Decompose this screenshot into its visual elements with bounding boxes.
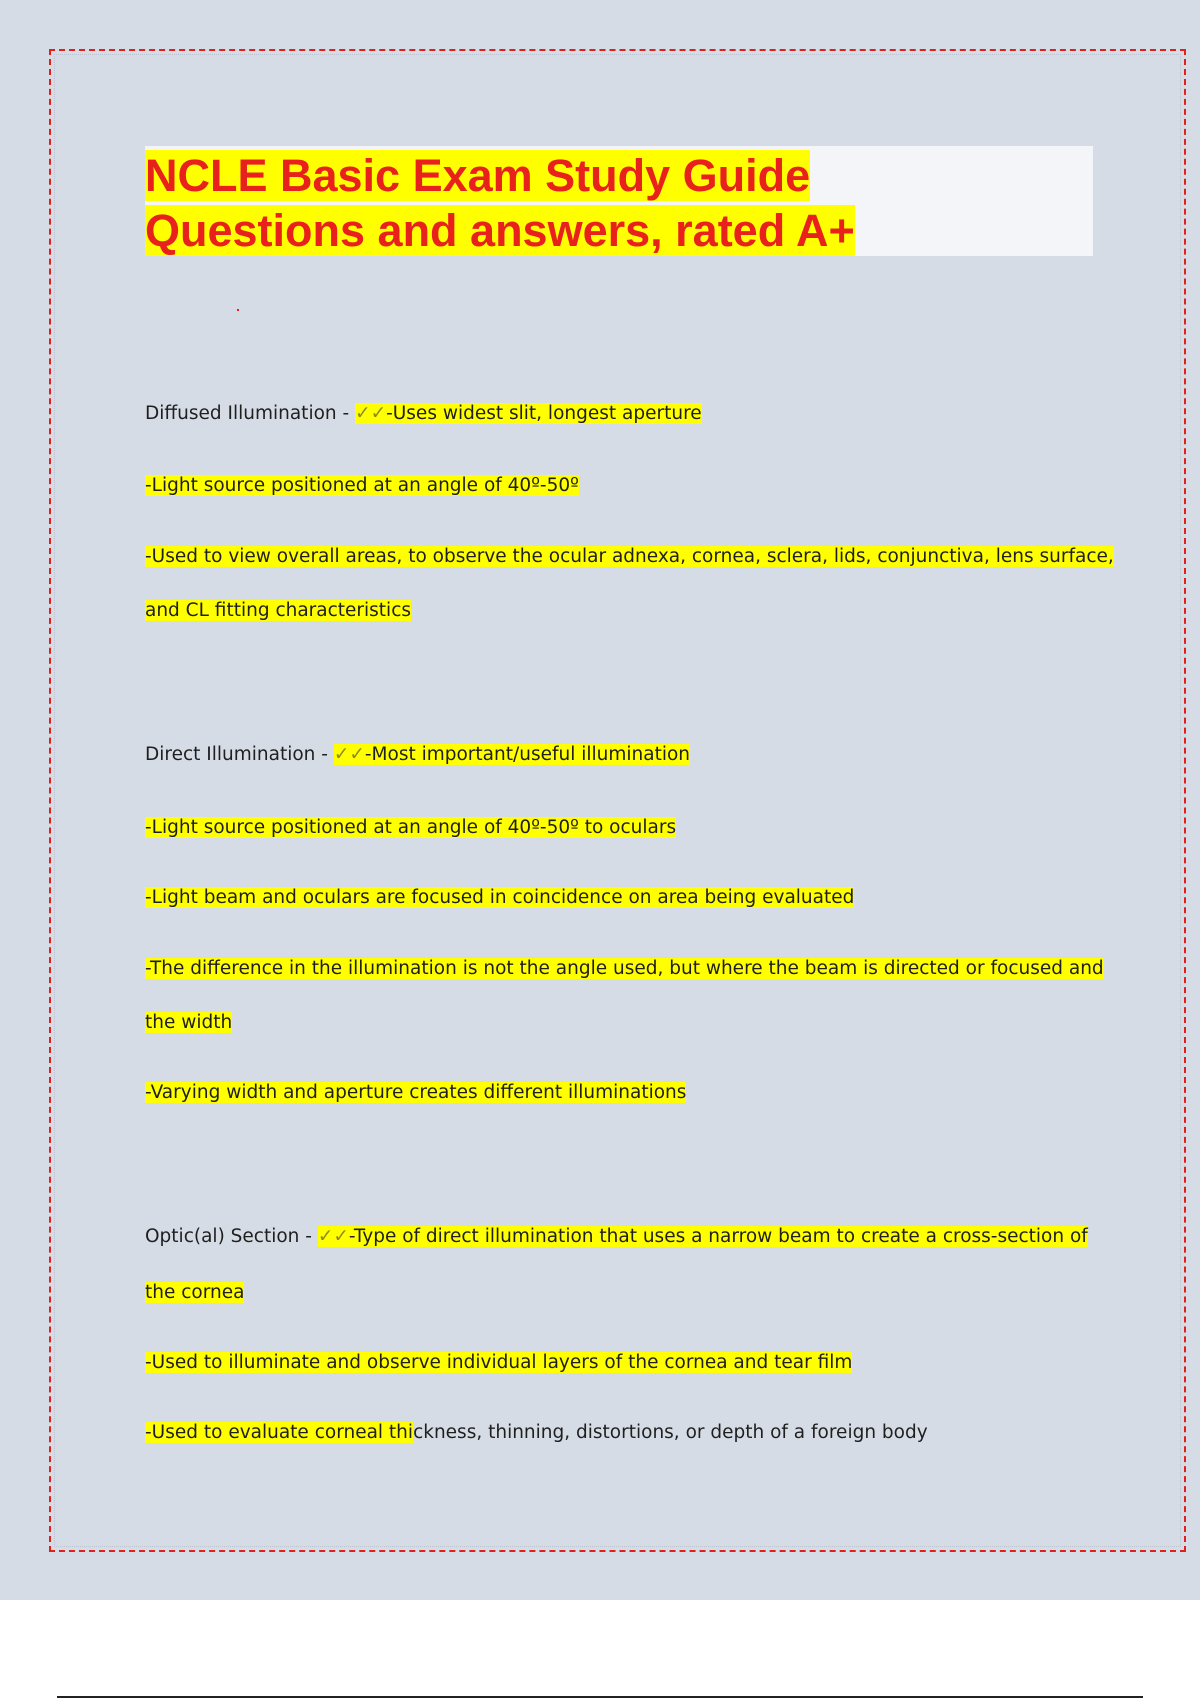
entry-line (145, 815, 676, 841)
entry-line (145, 885, 854, 911)
answer-line: -Light source positioned at an angle of 40º-50º (145, 475, 579, 496)
answer-line: the cornea (145, 1282, 245, 1303)
page-border-frame (49, 49, 1186, 1552)
term-label: Optic(al) Section - (145, 1226, 318, 1247)
entry-line (145, 1010, 232, 1036)
title-line-2: Questions and answers, rated A+ (145, 205, 855, 256)
bottom-divider (57, 1696, 1143, 1698)
entry-line (145, 473, 579, 499)
entry-line (145, 1280, 244, 1306)
double-check-icon: ✓✓ (355, 403, 387, 424)
stray-dot (237, 309, 239, 311)
entry-line (145, 956, 1104, 982)
answer-text: -Type of direct illumination that uses a narrow beam to create a cross-section of (348, 1226, 1088, 1247)
answer-text: -Uses widest slit, longest aperture (386, 403, 702, 424)
entry-line (145, 1080, 686, 1106)
entry-line (145, 1420, 928, 1446)
answer-line: -Light beam and oculars are focused in coincidence on area being evaluated (145, 887, 855, 908)
answer-line: -Varying width and aperture creates different illuminations (145, 1082, 687, 1103)
entry-line (145, 1350, 852, 1376)
answer-line-partial-highlight: -Used to evaluate corneal thi (145, 1422, 414, 1443)
double-check-icon: ✓✓ (317, 1226, 349, 1247)
answer-highlight (334, 744, 690, 765)
entry-question-diffused (145, 401, 702, 427)
term-label: Diffused Illumination - (145, 403, 356, 424)
answer-line: -Used to view overall areas, to observe the ocular adnexa, cornea, sclera, lids, conjunctiva, lens surface, (145, 546, 1114, 567)
entry-line (145, 544, 1114, 570)
entry-question-direct (145, 742, 690, 768)
document-title (145, 148, 855, 258)
answer-line: -Used to illuminate and observe individual layers of the cornea and tear film (145, 1352, 853, 1373)
term-label: Direct Illumination - (145, 744, 334, 765)
answer-text: -Most important/useful illumination (364, 744, 691, 765)
entry-line (145, 598, 411, 624)
answer-line: -The difference in the illumination is not the angle used, but where the beam is directed or focused and (145, 958, 1104, 979)
title-line-1: NCLE Basic Exam Study Guide (145, 150, 811, 201)
answer-line: the width (145, 1012, 233, 1033)
answer-line: -Light source positioned at an angle of 40º-50º to oculars (145, 817, 677, 838)
answer-highlight (355, 403, 702, 424)
answer-line: and CL fitting characteristics (145, 600, 412, 621)
double-check-icon: ✓✓ (333, 744, 365, 765)
entry-question-optical-section (145, 1224, 1088, 1250)
answer-line-plain: ckness, thinning, distortions, or depth of a foreign body (413, 1422, 928, 1443)
answer-highlight (318, 1226, 1088, 1247)
